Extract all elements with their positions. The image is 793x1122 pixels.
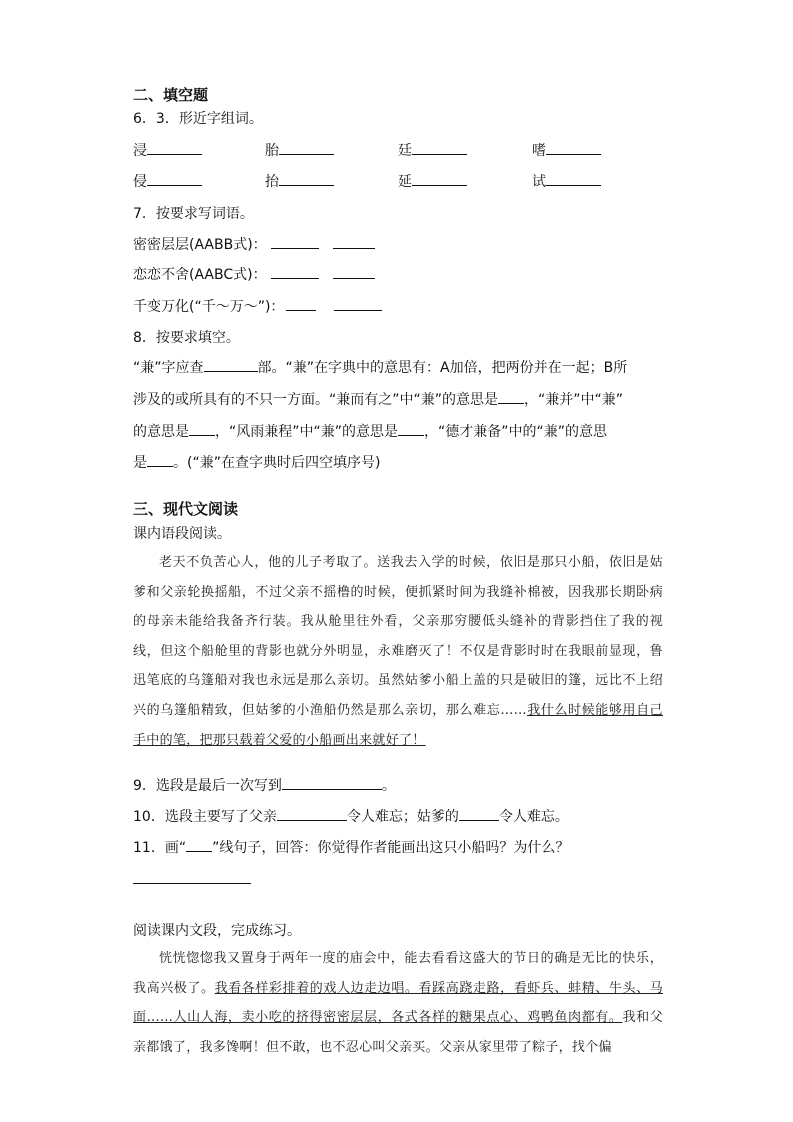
q8-prompt: 8．按要求填空。 bbox=[133, 330, 240, 346]
q9: 9．选段是最后一次写到 。 bbox=[133, 775, 396, 795]
section-2-title: 二、填空题 bbox=[133, 86, 209, 104]
answer-blank[interactable] bbox=[204, 357, 258, 372]
q6-char-3: 廷 bbox=[398, 140, 467, 160]
answer-blank[interactable] bbox=[333, 264, 375, 279]
answer-blank[interactable] bbox=[147, 140, 202, 155]
answer-blank[interactable] bbox=[186, 837, 212, 852]
passage-2-intro: 阅读课内文段，完成练习。 bbox=[133, 923, 301, 939]
answer-blank[interactable] bbox=[333, 234, 375, 249]
q8-line-4: 是 。(“兼”在查字典时后四空填序号) bbox=[133, 452, 380, 472]
q6-char-6: 抬 bbox=[265, 171, 334, 191]
answer-blank[interactable] bbox=[546, 140, 601, 155]
answer-blank[interactable] bbox=[147, 171, 202, 186]
answer-blank[interactable] bbox=[189, 421, 215, 436]
q8-line-3: 的意思是 ，“风雨兼程”中“兼”的意思是 ，“德才兼备”中的“兼”的意思 bbox=[133, 421, 607, 441]
underlined-sentence: 我什么时候能够用自己手中的笔，把那只载着父爱的小船画出来就好了！ bbox=[133, 702, 663, 748]
underlined-sentence: 我看各样彩排着的戏人边走边唱。看踩高跷走路，看虾兵、蚌精、牛头、马面……人山人海，卖小吃的挤得密密层层，各式各样的糖果点心、鸡鸭鱼肉都有。 bbox=[133, 980, 663, 1026]
q7-prompt: 7．按要求写词语。 bbox=[133, 206, 254, 222]
answer-blank[interactable] bbox=[277, 806, 347, 821]
q8-line-2: 涉及的或所具有的不只一方面。“兼而有之”中“兼”的意思是 ，“兼并”中“兼” bbox=[133, 389, 623, 409]
q11: 11．画“ ”线句子，回答：你觉得作者能画出这只小船吗？为什么？ bbox=[133, 837, 569, 857]
answer-blank[interactable] bbox=[334, 296, 382, 311]
q6-char-2: 胎 bbox=[265, 140, 334, 160]
q6-char-5: 侵 bbox=[133, 171, 202, 191]
answer-blank[interactable] bbox=[459, 806, 499, 821]
answer-blank[interactable] bbox=[498, 389, 524, 404]
answer-blank[interactable] bbox=[279, 140, 334, 155]
passage-2: 恍恍惚惚我又置身于两年一度的庙会中，能去看看这盛大的节日的确是无比的快乐，我高兴极了。我看各样彩排着的戏人边走边唱。看踩高跷走路，看虾兵、蚌精、牛头、马面……人山人海，卖小吃的挤得密密层层，各式各样的糖果点心、鸡鸭鱼肉都有。我和父亲都饿了，我多馋啊！但不敢，也不忍心叫父亲买。父亲从家里带了粽子，找个偏 bbox=[133, 951, 663, 1055]
q6-char-8: 试 bbox=[532, 171, 601, 191]
q7-line-1: 密密层层(AABB式)： bbox=[133, 234, 375, 254]
answer-blank[interactable] bbox=[271, 264, 319, 279]
q6-char-4: 嗜 bbox=[532, 140, 601, 160]
q10: 10．选段主要写了父亲 令人难忘；姑爹的 令人难忘。 bbox=[133, 806, 569, 826]
section-3-title: 三、现代文阅读 bbox=[133, 500, 239, 518]
answer-blank[interactable] bbox=[286, 296, 316, 311]
passage-1-intro: 课内语段阅读。 bbox=[133, 526, 231, 542]
answer-blank[interactable] bbox=[147, 452, 173, 467]
q8-line-1: “兼”字应查 部。“兼”在字典中的意思有：A加倍，把两份并在一起；B所 bbox=[133, 357, 627, 377]
q7-line-2: 恋恋不舍(AABC式)： bbox=[133, 264, 375, 284]
q6-prompt: 6．3．形近字组词。 bbox=[133, 111, 263, 127]
answer-blank[interactable] bbox=[412, 140, 467, 155]
answer-blank[interactable] bbox=[398, 421, 424, 436]
passage-1: 老天不负苦心人，他的儿子考取了。送我去入学的时候，依旧是那只小船，依旧是姑爹和父亲轮换摇船，不过父亲不摇橹的时候，便抓紧时间为我缝补棉被，因我那长期卧病的母亲未能给我备齐行装。我从舱里往外看，父亲那穷腰低头缝补的背影挡住了我的视线，但这个船舱里的背影也就分外明显，永难磨灭了！不仅是背影时时在我眼前显现，鲁迅笔底的乌篷船对我也永远是那么亲切。虽然姑爹小船上盖的只是破旧的篷，远比不上绍兴的乌篷船精致，但姑爹的小渔船仍然是那么亲切，那么难忘……我什么时候能够用自己手中的笔，把那只载着父爱的小船画出来就好了！ bbox=[133, 555, 663, 748]
answer-blank[interactable] bbox=[271, 234, 319, 249]
answer-blank[interactable] bbox=[282, 775, 382, 790]
answer-blank[interactable] bbox=[279, 171, 334, 186]
q6-char-1: 浸 bbox=[133, 140, 202, 160]
q11-answer-line[interactable] bbox=[133, 870, 251, 884]
answer-blank[interactable] bbox=[546, 171, 601, 186]
q7-line-3: 千变万化(“千～万～”)： bbox=[133, 296, 382, 316]
q6-char-7: 延 bbox=[398, 171, 467, 191]
answer-blank[interactable] bbox=[412, 171, 467, 186]
